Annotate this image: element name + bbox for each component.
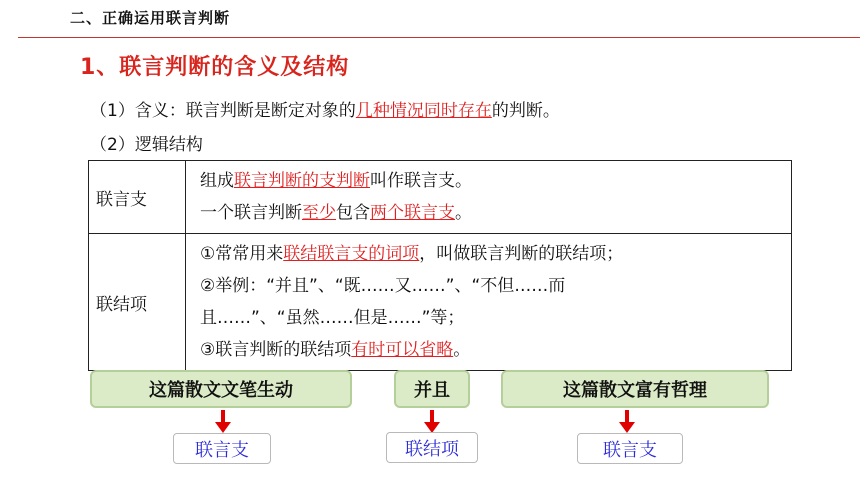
text-segment: 组成 (200, 171, 234, 191)
row-body-connective (186, 234, 792, 371)
definition-suffix: 的判断。 (491, 101, 560, 121)
table-row-connective (89, 234, 792, 371)
table-row-conjunct (89, 161, 792, 234)
text-segment: 。 (453, 340, 471, 360)
row-header-connective: 联结项 (89, 234, 186, 371)
connective-line-1 (200, 238, 791, 270)
definition-line (90, 96, 560, 121)
example-box-second-conjunct: 这篇散文富有哲理 (501, 370, 769, 408)
example-box-connective: 并且 (394, 370, 470, 408)
text-segment: 叫作联言支。 (370, 171, 472, 191)
section-title: 二、正确运用联言判断 (70, 9, 231, 27)
text-segment: ③联言判断的联结项 (200, 340, 352, 360)
conjunct-line-1 (200, 165, 791, 197)
down-arrow-icon (430, 410, 434, 423)
connective-line-3: 且……”、“虽然……但是……”等； (200, 308, 465, 328)
text-segment: 。 (455, 203, 472, 223)
text-segment: ①常常用来 (200, 244, 284, 264)
highlight-segment: 至少 (302, 203, 336, 223)
definition-highlight: 几种情况同时存在 (355, 101, 492, 121)
example-box-first-conjunct: 这篇散文文笔生动 (90, 370, 352, 408)
text-segment: 包含 (336, 203, 370, 223)
connective-line-4 (200, 334, 791, 366)
logic-structure-table (88, 160, 792, 371)
main-title: 1、联言判断的含义及结构 (80, 55, 350, 80)
row-header-conjunct: 联言支 (89, 161, 186, 234)
label-tag-connective: 联结项 (386, 432, 478, 463)
conjunct-line-2 (200, 197, 791, 229)
down-arrow-icon (625, 410, 629, 423)
header-divider (18, 37, 860, 38)
definition-prefix: （1）含义：联言判断是断定对象的 (90, 101, 356, 121)
text-segment: 一个联言判断 (200, 203, 302, 223)
text-segment: ，叫做联言判断的联结项； (419, 244, 624, 264)
connective-line-2: ②举例：“并且”、“既……又……”、“不但……而 (200, 276, 566, 296)
down-arrow-icon (221, 410, 225, 423)
label-tag-conjunct: 联言支 (577, 433, 683, 464)
highlight-segment: 两个联言支 (370, 203, 455, 223)
row-body-conjunct (186, 161, 792, 234)
highlight-segment: 有时可以省略 (351, 340, 454, 360)
highlight-segment: 联言判断的支判断 (234, 171, 370, 191)
label-tag-conjunct: 联言支 (173, 433, 271, 464)
highlight-segment: 联结联言支的词项 (283, 244, 420, 264)
structure-label: （2）逻辑结构 (90, 135, 203, 155)
